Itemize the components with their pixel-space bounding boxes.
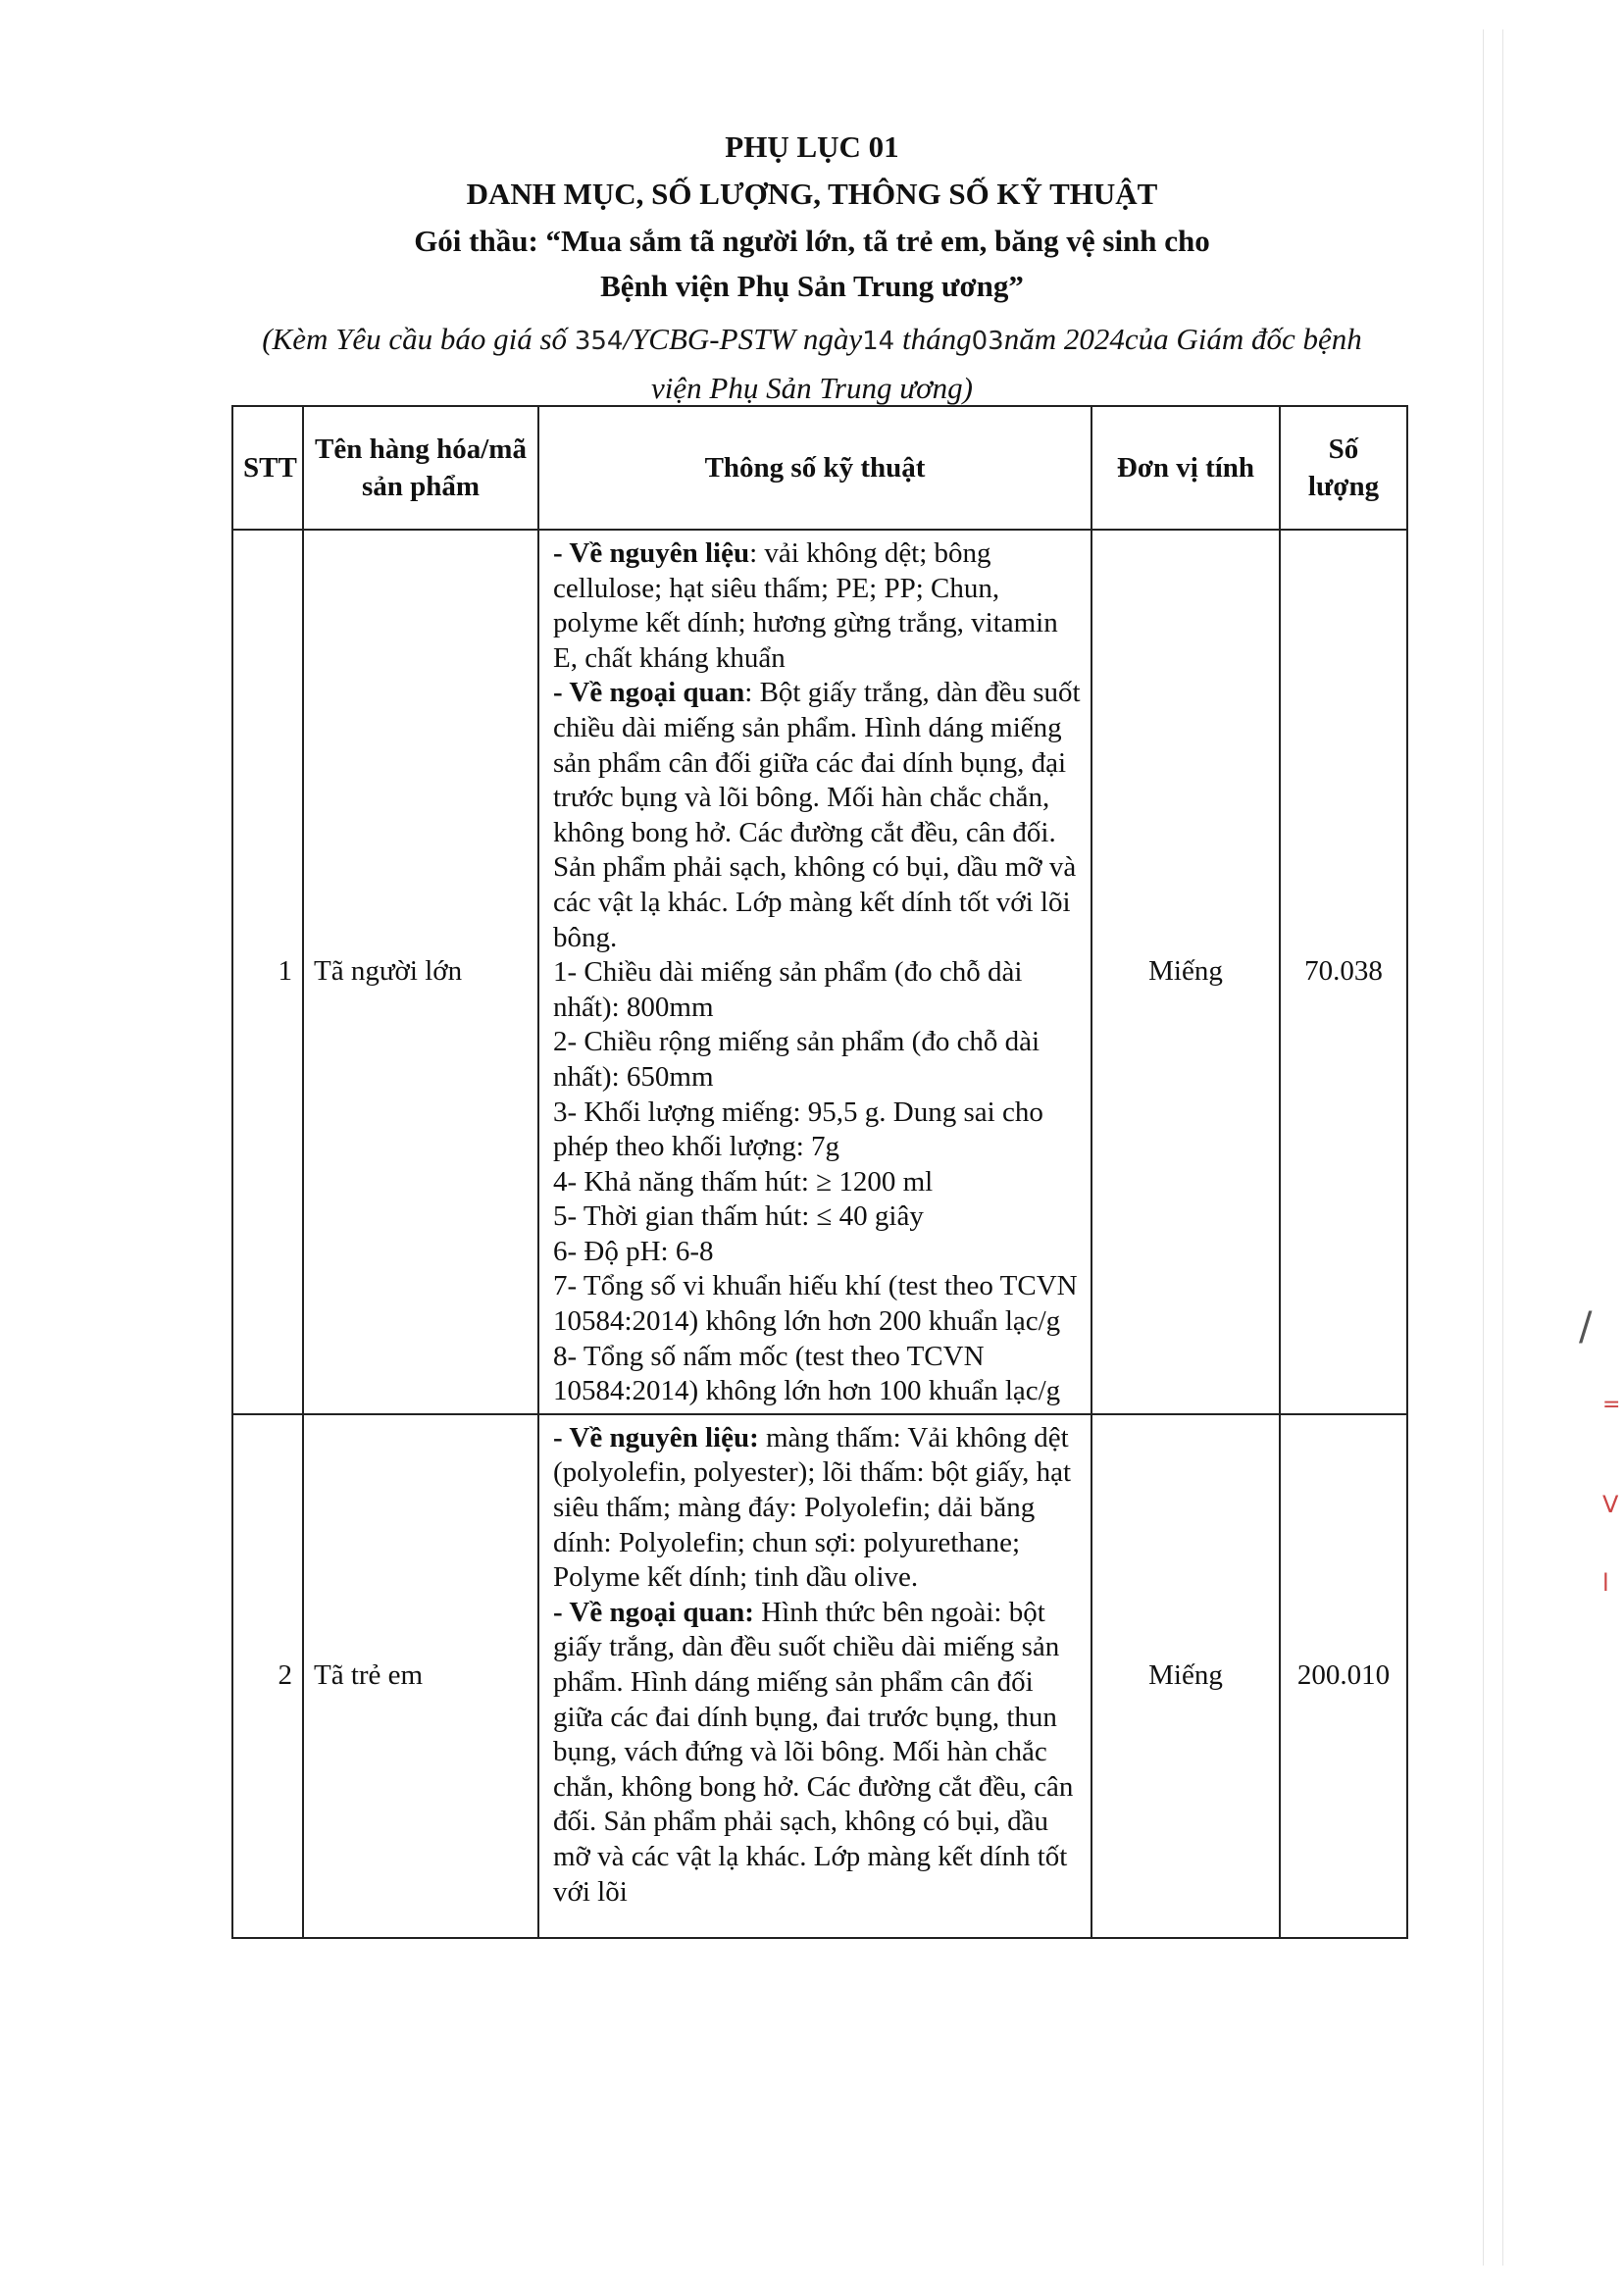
reference-code: /YCBG-PSTW ngày <box>623 322 863 356</box>
row-product-name: Tã trẻ em <box>303 1414 538 1938</box>
scan-mark: = <box>1602 1393 1621 1417</box>
scan-mark: l <box>1602 1569 1609 1597</box>
spec-material-text: : vải không dệt; bông cellulose; hạt siêu thấm; PE; PP; Chun, polyme kết dính; hương gừng trắng, vitamin E, chất kháng khuẩn <box>553 537 1058 674</box>
col-header-name: Tên hàng hóa/mã sản phẩm <box>303 406 538 530</box>
reference-prefix: (Kèm Yêu cầu báo giá số <box>262 322 575 356</box>
handwritten-ref-number: 354 <box>574 327 624 356</box>
handwritten-month: 03 <box>971 327 1004 356</box>
scan-margin-line <box>1502 29 1503 2266</box>
reference-line2: viện Phụ Sản Trung ương) <box>651 371 973 405</box>
package-name-line2: Bệnh viện Phụ Sản Trung ương” <box>600 269 1024 303</box>
spec-item: 7- Tổng số vi khuẩn hiếu khí (test theo TCVN 10584:2014) không lớn hơn 200 khuẩn lạc/g <box>553 1270 1078 1338</box>
reference-year: năm 2024của Giám đốc bệnh <box>1003 322 1362 356</box>
spec-appearance-label: - Về ngoại quan <box>553 677 745 709</box>
row-stt: 2 <box>232 1414 303 1938</box>
spec-item: 6- Độ pH: 6-8 <box>553 1235 714 1267</box>
row-unit: Miếng <box>1091 530 1280 1414</box>
row-quantity: 200.010 <box>1280 1414 1407 1938</box>
spec-appearance-text: Hình thức bên ngoài: bột giấy trắng, dàn đều suốt chiều dài miếng sản phẩm. Hình dáng miếng sản phẩm cân đối giữa các đai dính bụng, đai trước bụng, thun bụng, vách đứng và lõi bông. Mối hàn chắc chắn, không bong hở. Các đường cắt đều, cân đối. Sản phẩm phải sạch, không có bụi, dầu mỡ và các vật lạ khác. Lớp màng kết dính tốt với lõi <box>553 1596 1074 1908</box>
row-quantity: 70.038 <box>1280 530 1407 1414</box>
col-header-stt: STT <box>232 406 303 530</box>
scan-margin-line <box>1483 29 1484 2266</box>
package-name-line1: Gói thầu: “Mua sắm tã người lớn, tã trẻ em, băng vệ sinh cho <box>414 224 1210 258</box>
table-row <box>232 530 1407 1414</box>
reference-month-label: tháng <box>894 322 972 356</box>
handwritten-day: 14 <box>862 327 895 356</box>
reference-note <box>147 316 1477 412</box>
table-header-row <box>232 406 1407 530</box>
row-product-name: Tã người lớn <box>303 530 538 1414</box>
spec-item: 3- Khối lượng miếng: 95,5 g. Dung sai cho phép theo khối lượng: 7g <box>553 1096 1043 1163</box>
col-header-spec: Thông số kỹ thuật <box>538 406 1091 530</box>
spec-item: 5- Thời gian thấm hút: ≤ 40 giây <box>553 1200 924 1233</box>
spec-item: 8- Tổng số nấm mốc (test theo TCVN 10584:2014) không lớn hơn 100 khuẩn lạc/g <box>553 1340 1061 1407</box>
spec-material-label: - Về nguyên liệu: <box>553 1421 759 1453</box>
spec-table <box>231 405 1408 1939</box>
spec-appearance-label: - Về ngoại quan: <box>553 1596 754 1628</box>
row-stt: 1 <box>232 530 303 1414</box>
table-row <box>232 1414 1407 1938</box>
spec-item: 2- Chiều rộng miếng sản phẩm (đo chỗ dài nhất): 650mm <box>553 1026 1040 1093</box>
spec-material-text: màng thấm: Vải không dệt (polyolefin, polyester); lõi thấm: bột giấy, hạt siêu thấm; màng đáy: Polyolefin; dải băng dính: Polyolefin; chun sợi: polyurethane; Polyme kết dính; tinh dầu olive. <box>553 1421 1072 1594</box>
appendix-heading: PHỤ LỤC 01 <box>725 129 899 164</box>
spec-item: 1- Chiều dài miếng sản phẩm (đo chỗ dài nhất): 800mm <box>553 956 1023 1023</box>
document-title: DANH MỤC, SỐ LƯỢNG, THÔNG SỐ KỸ THUẬT <box>466 177 1158 211</box>
row-unit: Miếng <box>1091 1414 1280 1938</box>
col-header-unit: Đơn vị tính <box>1091 406 1280 530</box>
col-header-qty: Số lượng <box>1280 406 1407 530</box>
scan-mark: / <box>1579 1304 1593 1350</box>
row-spec <box>538 530 1091 1414</box>
scan-mark: V <box>1602 1491 1619 1518</box>
spec-appearance-text: : Bột giấy trắng, dàn đều suốt chiều dài miếng sản phẩm. Hình dáng miếng sản phẩm cân đối giữa các đai dính bụng, đại trước bụng và lõi bông. Mối hàn chắc chắn, không bong hở. Các đường cắt đều, cân đối. Sản phẩm phải sạch, không có bụi, dầu mỡ và các vật lạ khác. Lớp màng kết dính tốt với lõi bông. <box>553 677 1081 953</box>
spec-item: 4- Khả năng thấm hút: ≥ 1200 ml <box>553 1165 934 1198</box>
spec-material-label: - Về nguyên liệu <box>553 537 750 569</box>
row-spec <box>538 1414 1091 1938</box>
